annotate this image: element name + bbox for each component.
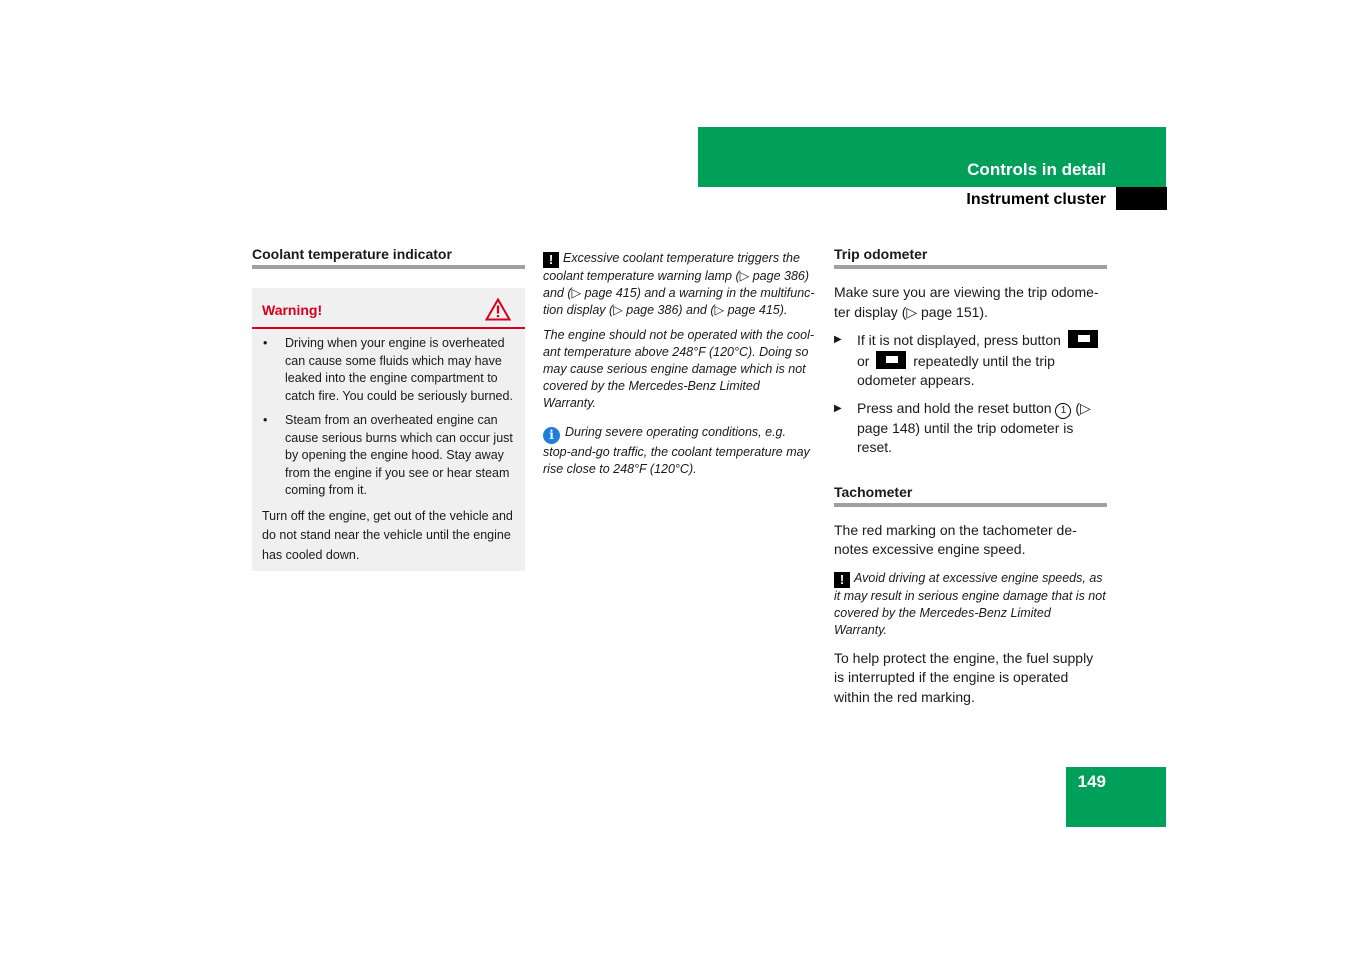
tachometer-heading: Tachometer xyxy=(834,484,1107,507)
warning-title: Warning! xyxy=(262,301,323,318)
step-text: Press and hold the reset button xyxy=(857,399,1052,416)
step-text: or xyxy=(857,352,870,369)
bullet-icon: • xyxy=(263,413,268,427)
column-odometer-tachometer xyxy=(834,246,1107,715)
bullet-icon: • xyxy=(263,336,268,350)
notice-text: Avoid driving at excessive engine speeds, as it may result in serious engine damage that is not covered by the Mercedes-Benz Limited Warranty. xyxy=(834,570,1106,637)
list-item xyxy=(834,330,1107,391)
step-text: If it is not displayed, press button xyxy=(857,332,1061,348)
warning-header xyxy=(252,288,525,329)
trip-steps xyxy=(834,330,1107,458)
warning-triangle-icon xyxy=(485,298,511,321)
tachometer-notice xyxy=(834,570,1107,639)
display-prev-button-icon xyxy=(876,351,906,369)
step-arrow-icon: ▶ xyxy=(834,334,842,345)
tachometer-body: To help protect the engine, the fuel supply is interrupted if the engine is operated within the red marking. xyxy=(834,649,1094,705)
warning-item-text: Steam from an overheated engine can cause serious burns which can occur just by opening the engine hood. Stay away from the engine if you see or hear steam coming from it. xyxy=(285,413,513,497)
subsection-title: Instrument cluster xyxy=(966,191,1106,208)
step-arrow-icon: ▶ xyxy=(834,402,842,414)
tachometer-intro: The red marking on the tachometer de-notes excessive engine speed. xyxy=(834,521,1077,557)
column-notices xyxy=(543,246,816,486)
info-icon: i xyxy=(543,427,560,444)
list-item xyxy=(834,399,1107,458)
warning-footer: Turn off the engine, get out of the vehicle and do not stand near the vehicle until the engine has cooled down. xyxy=(262,508,513,562)
notice-text: Excessive coolant temperature triggers the coolant temperature warning lamp (▷ page 386) and (▷ page 415) and a warning in the multifunc-tion display (▷ page 386) and (▷ page 415). xyxy=(543,251,815,317)
exclamation-icon: ! xyxy=(543,252,559,268)
reset-button-number-icon: 1 xyxy=(1055,403,1071,419)
page-number-box xyxy=(1066,767,1166,827)
step-text: repeatedly until the trip odometer appears. xyxy=(857,352,1055,388)
info-text: During severe operating conditions, e.g. stop-and-go traffic, the coolant temperature may rise close to 248°F (120°C). xyxy=(543,425,810,476)
trip-intro: Make sure you are viewing the trip odome-ter display (▷ page 151). xyxy=(834,284,1099,320)
step-text: (▷ page 148) until the trip odometer is reset. xyxy=(857,399,1091,455)
trip-odometer-heading: Trip odometer xyxy=(834,246,1107,269)
section-tab-marker xyxy=(1116,187,1167,210)
warning-list xyxy=(252,329,525,500)
exclamation-icon: ! xyxy=(834,572,850,588)
info-note xyxy=(543,424,816,478)
display-next-button-icon xyxy=(1068,330,1098,348)
list-item xyxy=(262,335,515,405)
warning-item-text: Driving when your engine is overheated can cause some fluids which may have leaked into the engine compartment to catch fire. You could be seriously burned. xyxy=(285,336,513,403)
section-title: Controls in detail xyxy=(967,160,1106,179)
notice-coolant-lamp xyxy=(543,250,816,319)
coolant-heading: Coolant temperature indicator xyxy=(252,246,525,269)
page-number: 149 xyxy=(1077,772,1106,791)
warning-box xyxy=(252,288,525,571)
notice-engine-damage: The engine should not be operated with the cool-ant temperature above 248°F (120°C). Doing so may cause serious engine damage which is not covered by the Mercedes-Benz Limited Warranty. xyxy=(543,328,815,410)
column-coolant xyxy=(252,246,525,571)
list-item xyxy=(262,412,515,500)
